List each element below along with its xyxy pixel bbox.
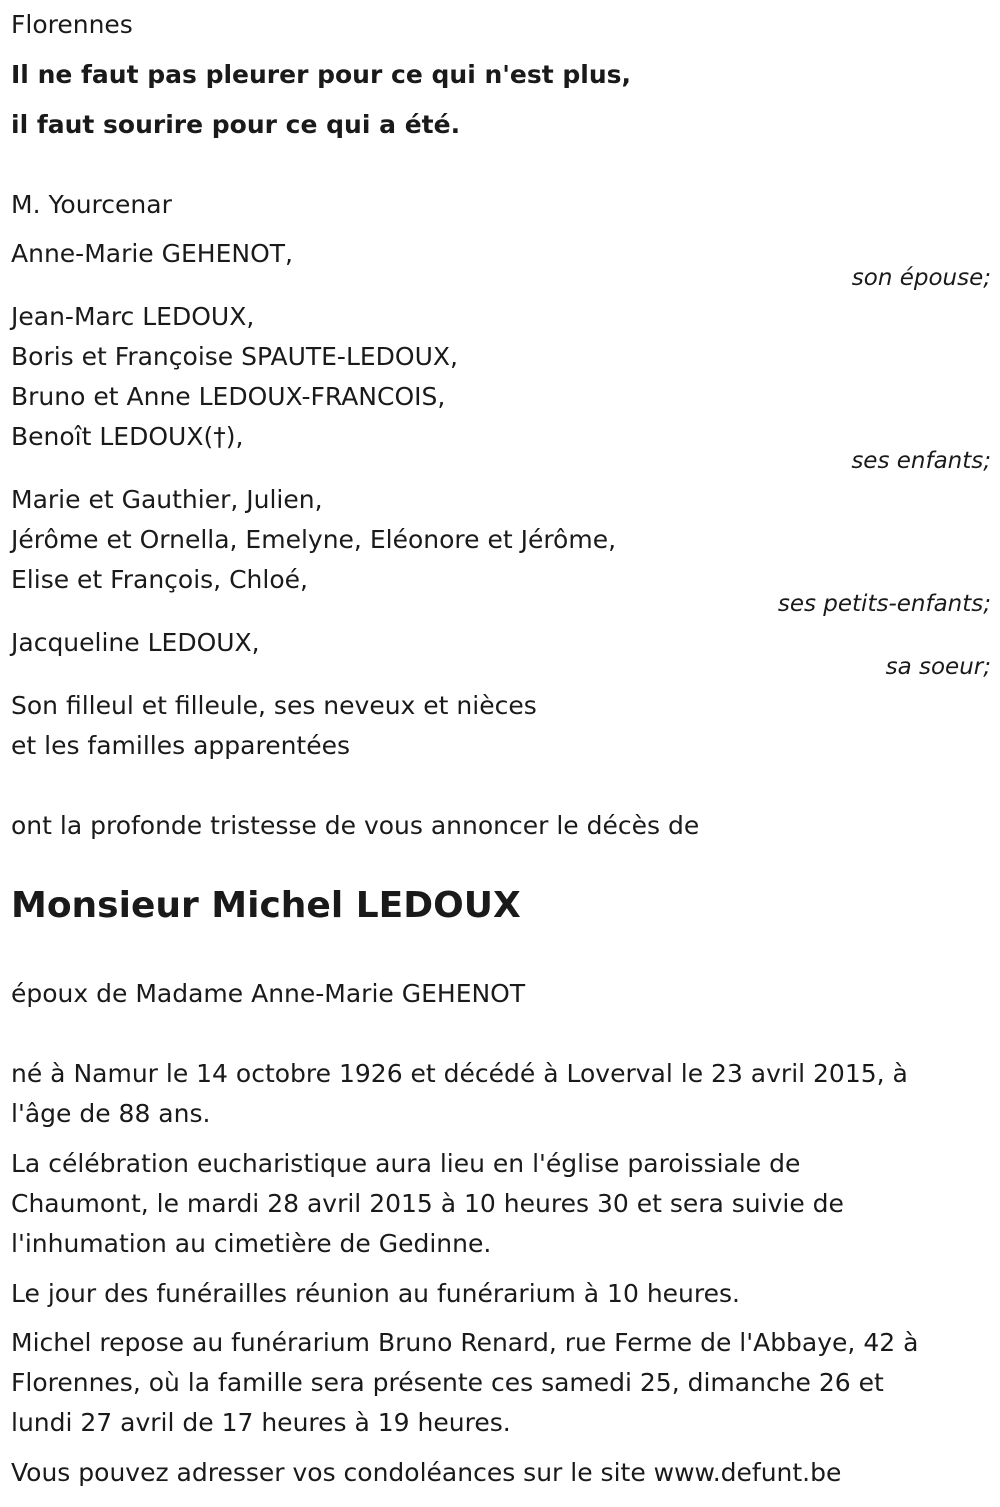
sister-name: Jacqueline LEDOUX, (11, 628, 260, 657)
child-name: Boris et Françoise SPAUTE-LEDOUX, (11, 342, 458, 371)
quote-line-1: Il ne faut pas pleurer pour ce qui n'est plus, (11, 60, 632, 89)
condolences-text: Vous pouvez adresser vos condoléances sur le site www.defunt.be (11, 1458, 842, 1487)
child-name: Bruno et Anne LEDOUX-FRANCOIS, (11, 382, 446, 411)
place-name: Florennes (11, 10, 133, 39)
grandchild-names: Jérôme et Ornella, Emelyne, Eléonore et Jérôme, (11, 525, 617, 554)
meeting-text: Le jour des funérailles réunion au funérarium à 10 heures. (11, 1279, 740, 1308)
grandchild-names: Marie et Gauthier, Julien, (11, 485, 323, 514)
ceremony-text: Chaumont, le mardi 28 avril 2015 à 10 heures 30 et sera suivie de (11, 1189, 844, 1218)
ceremony-text: La célébration eucharistique aura lieu en l'église paroissiale de (11, 1149, 801, 1178)
other-relatives: Son filleul et filleule, ses neveux et nièces (11, 691, 537, 720)
visitation-text: Florennes, où la famille sera présente ces samedi 25, dimanche 26 et (11, 1368, 884, 1397)
children-role: ses enfants; (851, 448, 991, 474)
visitation-text: Michel repose au funérarium Bruno Renard, rue Ferme de l'Abbaye, 42 à (11, 1328, 919, 1357)
other-relatives: et les familles apparentées (11, 731, 351, 760)
grandchildren-role: ses petits-enfants; (777, 591, 991, 617)
deceased-spouse-of: époux de Madame Anne-Marie GEHENOT (11, 979, 526, 1008)
grandchild-names: Elise et François, Chloé, (11, 565, 308, 594)
deceased-name: Monsieur Michel LEDOUX (11, 885, 521, 926)
birth-death-text: né à Namur le 14 octobre 1926 et décédé à Loverval le 23 avril 2015, à (11, 1059, 908, 1088)
child-name: Benoît LEDOUX(†), (11, 422, 244, 451)
visitation-text: lundi 27 avril de 17 heures à 19 heures. (11, 1408, 511, 1437)
birth-death-text: l'âge de 88 ans. (11, 1099, 211, 1128)
announcement-text: ont la profonde tristesse de vous annoncer le décès de (11, 811, 700, 840)
spouse-name: Anne-Marie GEHENOT, (11, 239, 293, 268)
child-name: Jean-Marc LEDOUX, (11, 302, 255, 331)
sister-role: sa soeur; (885, 654, 991, 680)
quote-author: M. Yourcenar (11, 190, 172, 219)
spouse-role: son épouse; (851, 265, 991, 291)
ceremony-text: l'inhumation au cimetière de Gedinne. (11, 1229, 492, 1258)
quote-line-2: il faut sourire pour ce qui a été. (11, 110, 461, 139)
